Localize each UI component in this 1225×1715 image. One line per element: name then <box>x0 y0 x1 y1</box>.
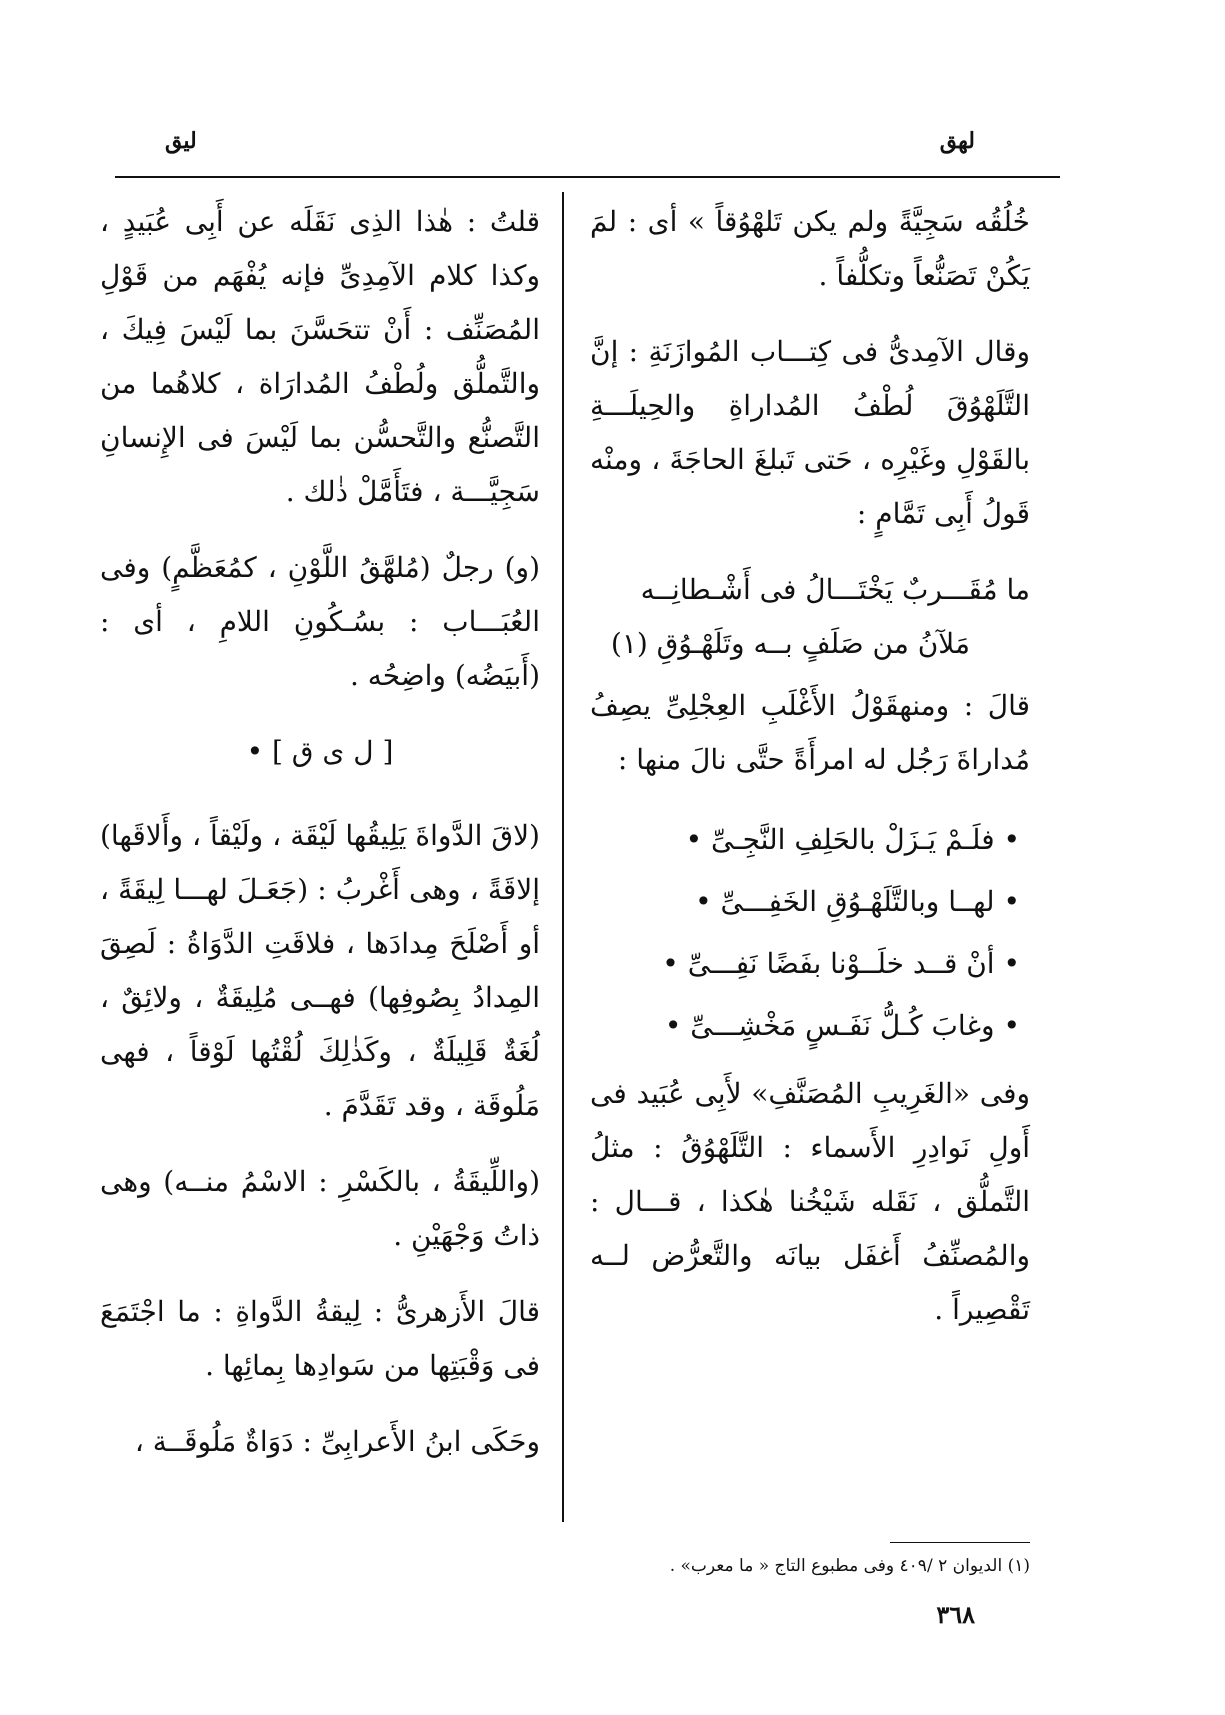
paragraph: (و) رجلٌ (مُلهَّقُ اللَّوْنِ ، كمُعَظَّمٍ) وفى العُبَـــاب : بسُـكُونِ اللامِ ، أى : (أَبيَضُه) واضِحُه . <box>100 551 540 692</box>
verse <box>590 563 1030 671</box>
footnote: (١) الديوان ٢ /٤٠٩ وفى مطبوع التاج « ما معرب» . <box>669 1556 1030 1576</box>
paragraph: خُلُقُه سَجِيَّةً ولم يكن تَلهْوُقاً » أى : لمَ يَكُنْ تَصَنُّعاً وتكلُّفاً . <box>590 205 1030 292</box>
left-column <box>100 195 540 1491</box>
paragraph: قالَ الأَزهرىُّ : لِيقةُ الدَّواةِ : ما اجْتَمَعَ فى وَقْبَتِها من سَوادِها بِمائِها . <box>100 1295 540 1382</box>
paragraph: وحَكَى ابنُ الأَعرابِىِّ : دَوَاةٌ مَلُوقَــة ، <box>134 1425 540 1458</box>
running-header-left: ليق <box>165 128 197 154</box>
column-divider <box>562 192 564 1522</box>
paragraph: وقال الآمِدىُّ فى كِتـــاب المُوازَنَةِ : إنَّ التَّلَهْوُقَ لُطْفُ المُداراةِ والحِيلَـــةِ بالقَوْلِ وغَيْرِه ، حَتى تَبلغَ الحاجَةَ ، ومنْه قَولُ أَبِى تَمَّامٍ : <box>590 335 1030 530</box>
paragraph: (واللِّيقَةُ ، بالكَسْرِ : الاسْمُ منــه) وهى ذاتُ وَجْهَيْنِ . <box>100 1165 540 1252</box>
running-header-right: لهق <box>939 128 975 154</box>
rajaz-line: • فلَـمْ يَـزَلْ بالحَلِفِ النَّجِـىِّ • <box>685 823 1020 856</box>
paragraph: (لاقَ الدَّواةَ يَلِيقُها لَيْقَة ، ولَيْقاً ، وأَلاقَها) إلاقَةً ، وهى أَغْربُ : (جَعَـلَ لهـــا لِيقَةً ، أو أَصْلَحَ مِدادَها ، فلاقَتِ الدَّوَاةُ : لَصِقَ المِدادُ بِصُوفِها) فهــى مُلِيقَةٌ ، ولائِقٌ ، لُغَةٌ قَلِيلَةٌ ، وكَذٰلِكَ لُقْتُها لَوْقاً ، فهى مَلُوقَة ، وقد تَقَدَّمَ . <box>100 819 540 1122</box>
paragraph: وفى «الغَرِيبِ المُصَنَّفِ» لأَبِى عُبَيد فى أَولِ نَوادِرِ الأَسماء : التَّلَهْوُقُ : مثلُ التَّملُّق ، نَقَله شَيْخُنا هٰكذا ، قـــال : والمُصنِّفُ أَغفَل بيانَه والتَّعرُّض لــه تَقْصِيراً . <box>590 1077 1030 1326</box>
paragraph: قالَ : ومنهقَوْلُ الأَغْلَبِ العِجْلِىِّ يصِفُ مُداراةَ رَجُل له امرأَةً حتَّى نالَ منها : <box>590 689 1030 776</box>
entry-heading: [ ل ى ق ] • <box>246 735 394 768</box>
rajaz-line: • وغابَ كُـلُّ نَفَـسٍ مَخْشِـــىِّ • <box>664 1009 1020 1042</box>
rajaz-verses <box>590 809 1030 1057</box>
paragraph: قلتُ : هٰذا الذِى نَقَلَه عن أَبِى عُبَيدٍ ، وكذا كلام الآمِدِىِّ فإنه يُفْهَم من قَوْلِ المُصَنِّف : أَنْ تتحَسَّنَ بما لَيْسَ فِيكَ ، والتَّملُّق ولُطْفُ المُدارَاة ، كلاهُما من التَّصنُّع والتَّحسُّن بما لَيْسَ فى الإِنسانِ سَجِيَّـــة ، فتَأَمَّلْ ذٰلك . <box>100 205 540 508</box>
rajaz-line: • أنْ قــد خلَــوْنا بفَضًا نَفِـــىِّ • <box>662 947 1020 980</box>
verse-hemistich: ما مُقَـــربٌ يَخْتَـــالُ فى أَشْـطانِــه <box>640 573 1030 606</box>
header-rule <box>115 176 1060 178</box>
rajaz-line: • لهــا وبالتَّلَهْـوُقِ الخَفِـــىِّ • <box>695 885 1020 918</box>
footnote-rule <box>890 1542 1030 1543</box>
right-column <box>590 195 1030 1359</box>
verse-hemistich: مَلآنُ من صَلَفٍ بــه وتَلَهْـوُقِ (١) <box>610 627 970 660</box>
page-number: ٣٦٨ <box>936 1600 975 1629</box>
